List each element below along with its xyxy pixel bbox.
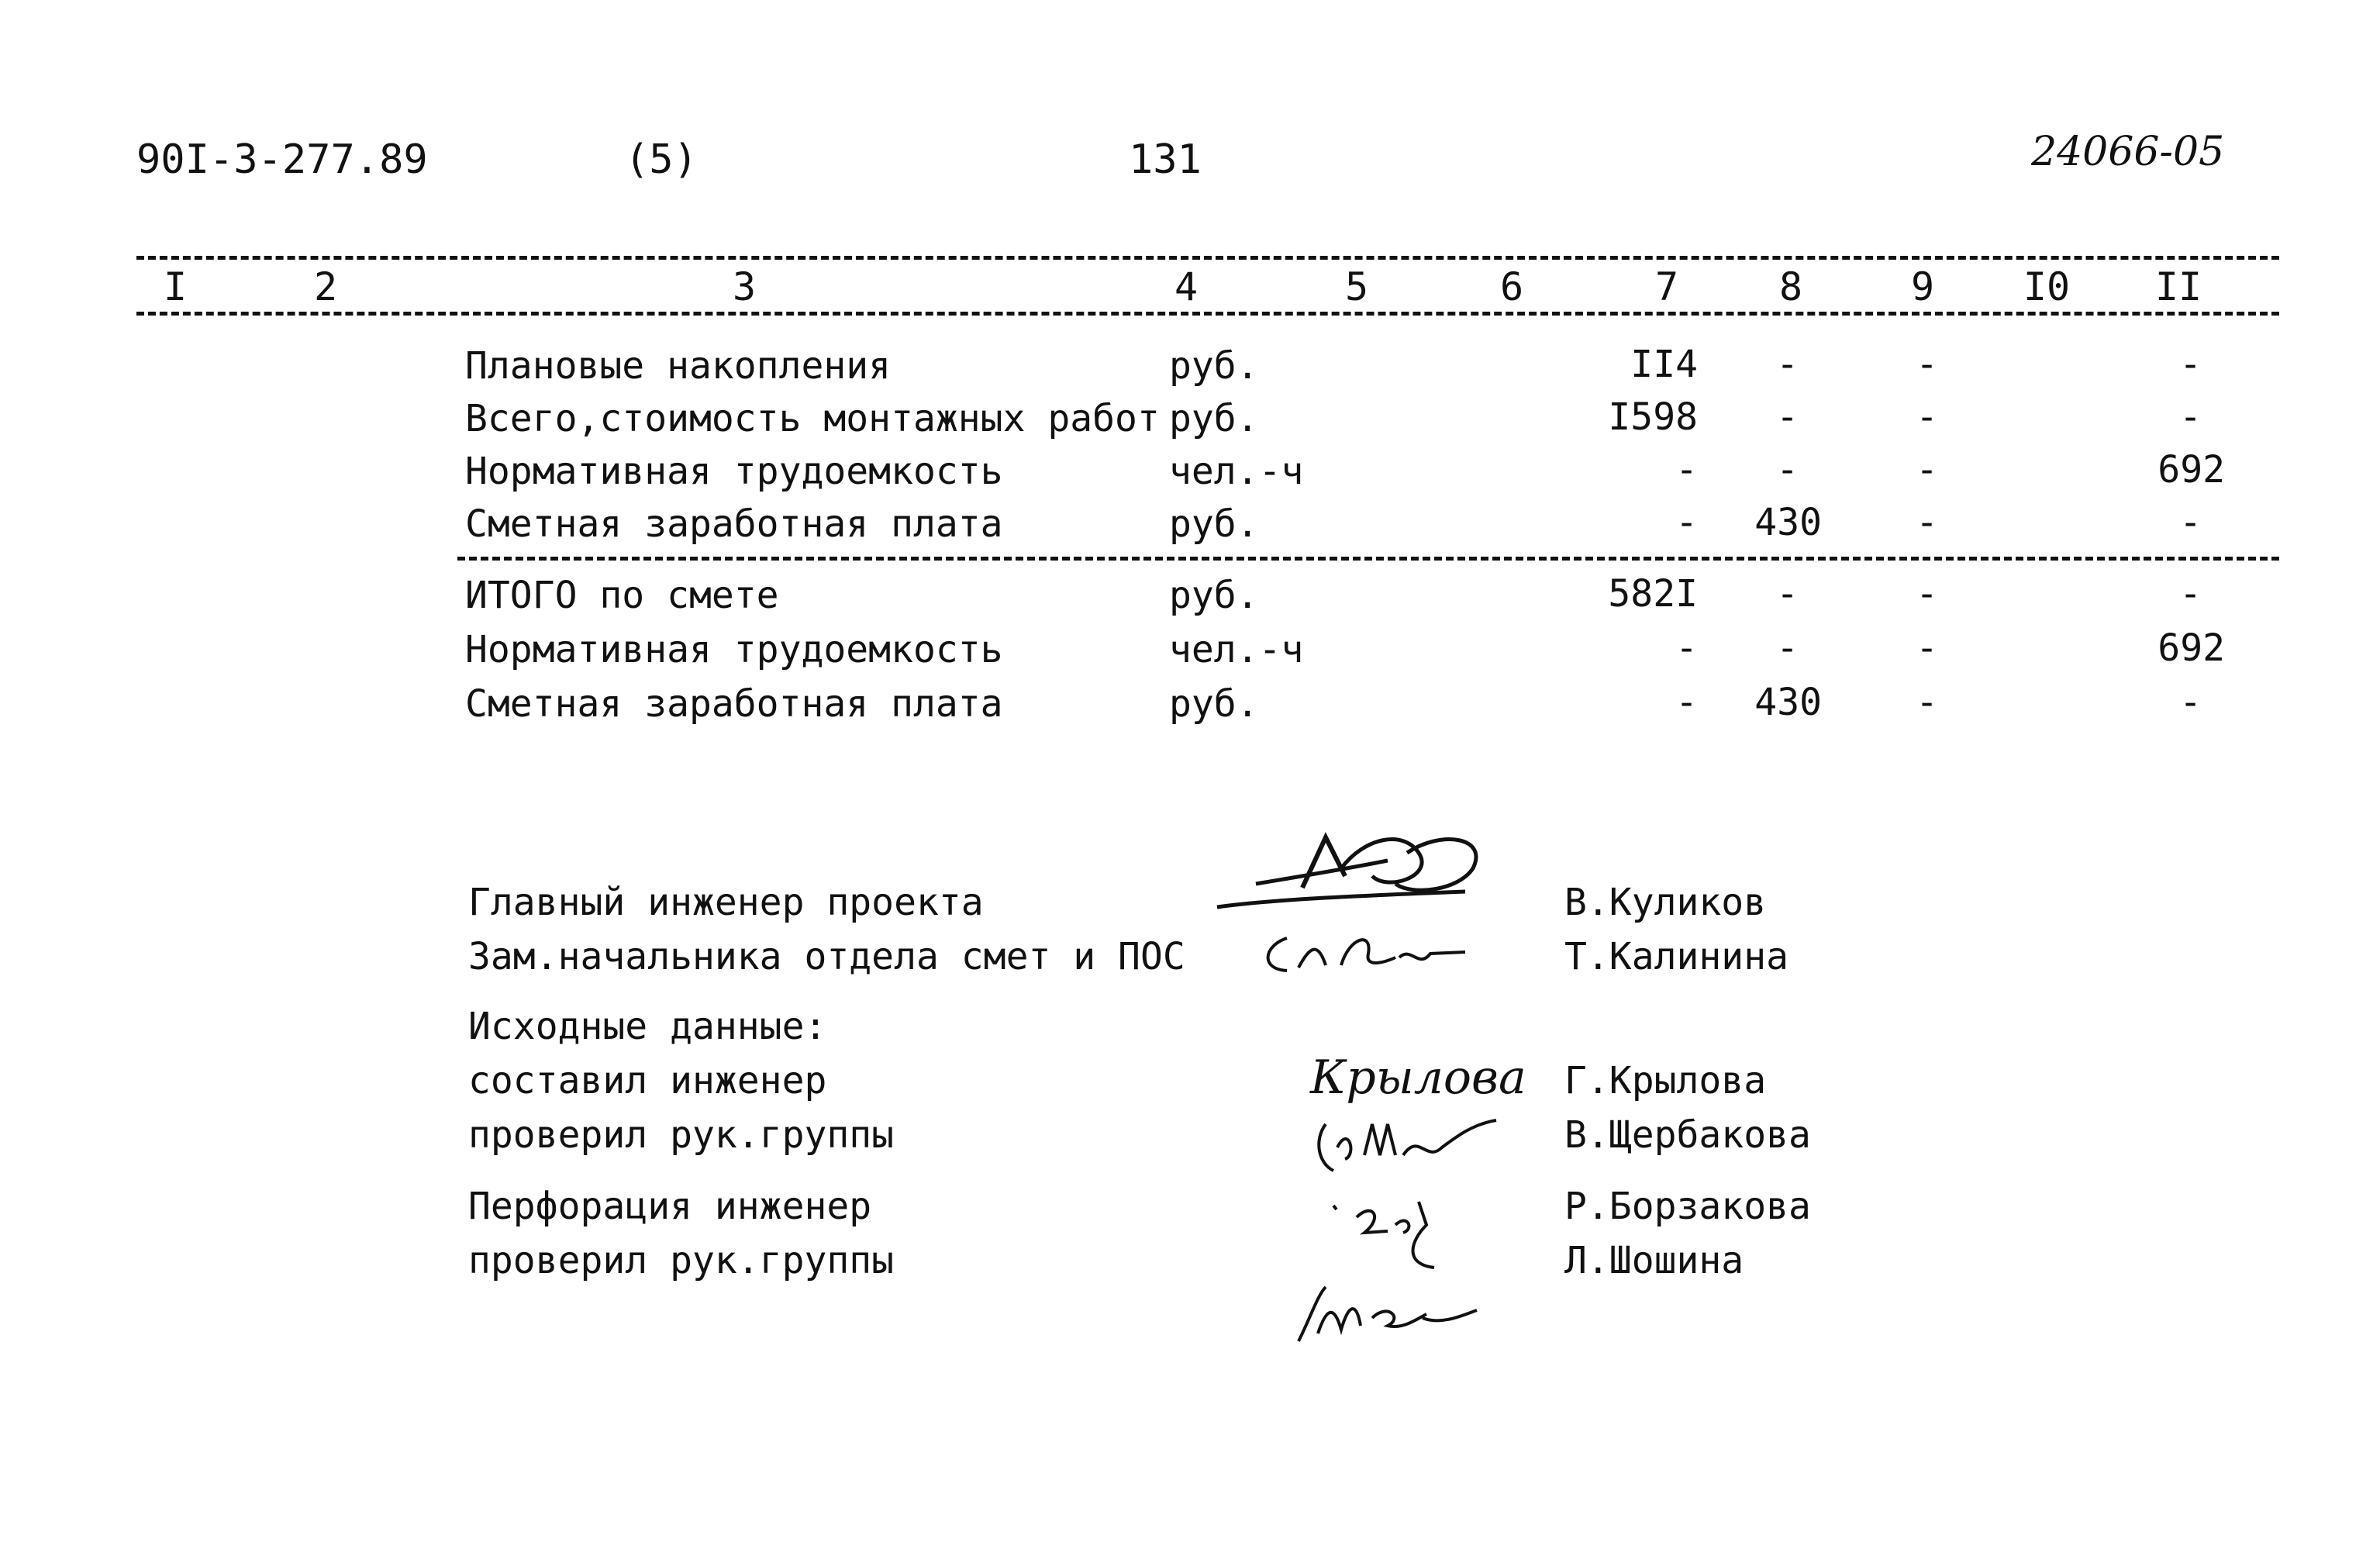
signer-role: Главный инженер проекта [468, 881, 984, 924]
cell-col8: - [1776, 343, 1799, 386]
signer-role: Зам.начальника отдела смет и ПОС [468, 935, 1185, 978]
column-header: 9 [1910, 264, 1935, 309]
row-unit: руб. [1169, 397, 1259, 440]
row-name: Нормативная трудоемкость [465, 628, 1003, 671]
column-header: 7 [1654, 264, 1679, 309]
cell-col7: - [1675, 501, 1698, 544]
column-header: I0 [2023, 264, 2071, 309]
row-unit: чел.-ч [1169, 628, 1304, 671]
signer-name: Г.Крылова [1564, 1059, 1767, 1102]
row-name: Сметная заработная плата [465, 682, 1003, 726]
signer-name: В.Куликов [1564, 881, 1767, 924]
row-unit: руб. [1169, 682, 1259, 726]
row-unit: чел.-ч [1169, 450, 1304, 493]
column-header: II [2154, 264, 2202, 309]
signer-name: Р.Борзакова [1564, 1185, 1811, 1228]
cell-col7: - [1675, 448, 1698, 492]
header-rule-top [136, 256, 2279, 260]
cell-col9: - [1916, 343, 1938, 386]
row-unit: руб. [1169, 574, 1259, 617]
cell-col8: - [1776, 572, 1799, 616]
row-name: Всего,стоимость монтажных работ [465, 397, 1160, 440]
signer-role: проверил рук.группы [468, 1113, 895, 1157]
row-unit: руб. [1169, 502, 1259, 546]
total-separator-rule [457, 557, 2279, 561]
cell-col9: - [1916, 501, 1938, 544]
section-label: Исходные данные: [468, 1005, 827, 1048]
cell-col7: 582I [1608, 572, 1698, 616]
cell-col8: 430 [1754, 501, 1822, 544]
cell-col11: - [2179, 395, 2202, 439]
total-row-name: ИТОГО по смете [465, 574, 779, 617]
cell-col8: - [1776, 448, 1799, 492]
column-header: I [163, 264, 188, 309]
cell-col9: - [1916, 572, 1938, 616]
cell-col9: - [1916, 448, 1938, 492]
signer-name: Т.Калинина [1564, 935, 1788, 978]
signer-name: Л.Шошина [1564, 1239, 1744, 1282]
cell-col8: - [1776, 395, 1799, 439]
signer-role: составил инженер [468, 1059, 827, 1102]
cell-col11: - [2179, 681, 2202, 724]
cell-col8: 430 [1754, 681, 1822, 724]
row-name: Нормативная трудоемкость [465, 450, 1003, 493]
signature-shoshina [1287, 1271, 1488, 1357]
row-unit: руб. [1169, 344, 1259, 388]
signature-krylova: Крылова [1310, 1051, 1526, 1105]
cell-col11: - [2179, 343, 2202, 386]
signer-role: Перфорация инженер [468, 1185, 872, 1228]
cell-col9: - [1916, 626, 1938, 670]
album-number: 24066-05 [2031, 129, 2225, 175]
cell-col7: - [1675, 626, 1698, 670]
signer-role: проверил рук.группы [468, 1239, 895, 1282]
cell-col7: I598 [1608, 395, 1698, 439]
signature-kulikov [1209, 822, 1496, 930]
row-name: Сметная заработная плата [465, 502, 1003, 546]
cell-col7: - [1675, 681, 1698, 724]
cell-col9: - [1916, 395, 1938, 439]
header-rule-bottom [136, 312, 2279, 316]
column-header: 3 [732, 264, 757, 309]
column-header: 4 [1174, 264, 1199, 309]
page-number: 131 [1129, 136, 1202, 183]
signature-kalinina [1256, 923, 1473, 985]
cell-col11: - [2179, 572, 2202, 616]
column-header: 2 [313, 264, 338, 309]
column-header: 8 [1778, 264, 1803, 309]
cell-col9: - [1916, 681, 1938, 724]
cell-col11: 692 [2158, 626, 2225, 670]
signature-borzakova [1318, 1186, 1457, 1279]
cell-col7: II4 [1630, 343, 1698, 386]
column-header: 5 [1344, 264, 1369, 309]
cell-col11: 692 [2158, 448, 2225, 492]
signer-name: В.Щербакова [1564, 1113, 1811, 1157]
signature-shcherbakova [1310, 1101, 1512, 1178]
cell-col11: - [2179, 501, 2202, 544]
section-number: (5) [625, 136, 698, 183]
row-name: Плановые накопления [465, 344, 892, 388]
document-code: 90I-3-277.89 [136, 136, 428, 183]
cell-col8: - [1776, 626, 1799, 670]
column-header: 6 [1499, 264, 1524, 309]
